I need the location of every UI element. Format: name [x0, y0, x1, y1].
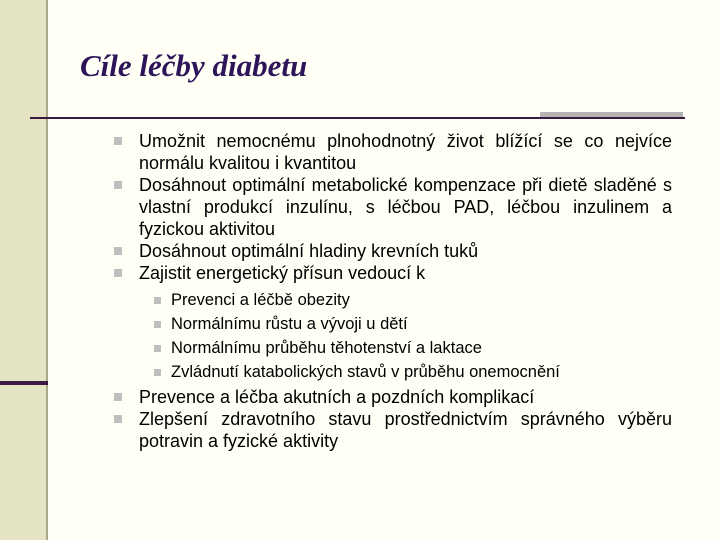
bullet-item — [114, 240, 672, 262]
bullet-text: Zlepšení zdravotního stavu prostřednictvím správného výběru potravin a fyzické aktivity — [139, 409, 672, 451]
sub-bullet-text: Normálnímu průběhu těhotenství a laktace — [171, 339, 482, 357]
bullet-text: Zajistit energetický přísun vedoucí k — [139, 263, 426, 283]
bullet-item — [114, 174, 672, 240]
sub-bullet-item — [114, 360, 672, 384]
square-bullet-icon — [114, 181, 122, 189]
bullet-text: Dosáhnout optimální metabolické kompenzace při dietě sladěné s vlastní produkcí inzulínu, s léčbou PAD, léčbou inzulinem a fyzickou aktivitou — [139, 175, 672, 239]
left-band-edge — [46, 0, 48, 540]
slide-title: Cíle léčby diabetu — [80, 48, 308, 83]
bullet-text: Umožnit nemocnému plnohodnotný život blížící se co nejvíce normálu kvalitou i kvantitou — [139, 131, 672, 173]
sub-bullet-item — [114, 312, 672, 336]
title-accent-bar — [540, 112, 683, 117]
sub-bullet-item — [114, 336, 672, 360]
square-bullet-icon — [154, 369, 161, 376]
bullet-item — [114, 262, 672, 284]
square-bullet-icon — [114, 269, 122, 277]
square-bullet-icon — [114, 415, 122, 423]
square-bullet-icon — [154, 321, 161, 328]
sub-bullet-item — [114, 288, 672, 312]
bullet-text: Dosáhnout optimální hladiny krevních tuků — [139, 241, 479, 261]
sub-bullet-list — [114, 288, 672, 384]
square-bullet-icon — [114, 247, 122, 255]
left-accent-bar — [0, 381, 48, 385]
square-bullet-icon — [114, 393, 122, 401]
left-decorative-band — [0, 0, 47, 540]
bullet-text: Prevence a léčba akutních a pozdních komplikací — [139, 387, 535, 407]
bullet-item — [114, 408, 672, 452]
sub-bullet-text: Zvládnutí katabolických stavů v průběhu onemocnění — [171, 363, 560, 381]
square-bullet-icon — [154, 297, 161, 304]
sub-bullet-text: Prevenci a léčbě obezity — [171, 291, 350, 309]
bullet-item — [114, 386, 672, 408]
square-bullet-icon — [154, 345, 161, 352]
bullet-item — [114, 130, 672, 174]
sub-bullet-text: Normálnímu růstu a vývoji u dětí — [171, 315, 408, 333]
title-underline — [30, 117, 685, 119]
slide-content — [114, 130, 672, 452]
square-bullet-icon — [114, 137, 122, 145]
